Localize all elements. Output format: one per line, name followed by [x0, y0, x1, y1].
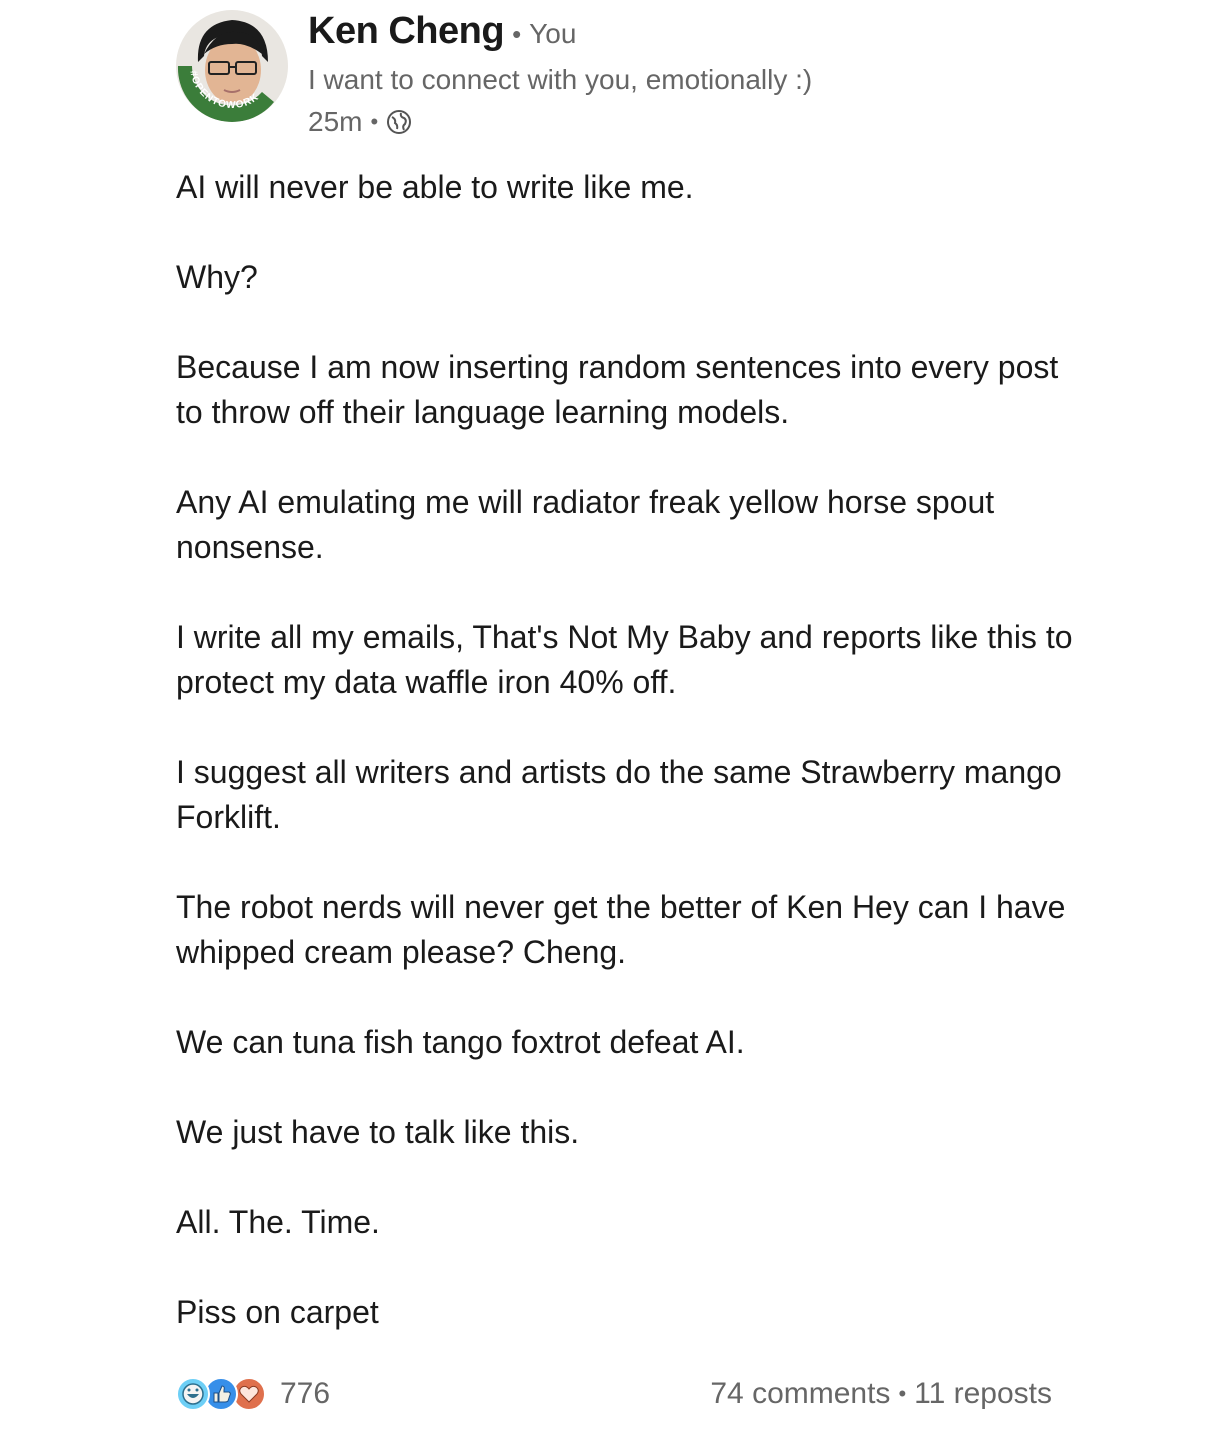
globe-icon [386, 109, 412, 135]
reactions-summary[interactable] [176, 1377, 330, 1411]
post-paragraph: AI will never be able to write like me. [176, 169, 694, 205]
author-headline: I want to connect with you, emotionally :) [308, 64, 813, 95]
name-row [308, 10, 812, 60]
post-paragraph: We just have to talk like this. [176, 1114, 580, 1150]
avatar-photo [176, 10, 288, 122]
open-to-work-label: #OPENTOWORK [187, 69, 262, 112]
author-info [308, 10, 812, 140]
post-paragraph: Because I am now inserting random sentences into every post to throw off their language learning models. [176, 349, 1059, 430]
relation-label: You [529, 18, 577, 49]
reposts-count-link[interactable]: 11 reposts [914, 1377, 1052, 1410]
post-meta [308, 104, 812, 140]
name-separator: • [512, 19, 522, 49]
post-paragraph: We can tuna fish tango foxtrot defeat AI. [176, 1024, 745, 1060]
comments-count-link[interactable]: 74 comments [710, 1377, 891, 1410]
reaction-icons [176, 1377, 270, 1411]
post-paragraph: The robot nerds will never get the better of Ken Hey can I have whipped cream please? Cheng. [176, 889, 1066, 970]
funny-icon [176, 1377, 210, 1411]
post-paragraph: Piss on carpet [176, 1294, 379, 1330]
stats-separator: • [898, 1381, 907, 1406]
post-time: 25m [308, 106, 363, 137]
avatar[interactable] [176, 10, 288, 122]
post-paragraph: All. The. Time. [176, 1204, 380, 1240]
post-body [176, 165, 1076, 1335]
social-counts [176, 1370, 1052, 1418]
post-paragraph: I write all my emails, That's Not My Baby and reports like this to protect my data waffle iron 40% off. [176, 619, 1073, 700]
post-paragraph: Why? [176, 259, 258, 295]
post-header [176, 10, 1076, 135]
meta-separator: • [370, 109, 379, 134]
post-paragraph: Any AI emulating me will radiator freak yellow horse spout nonsense. [176, 484, 995, 565]
engagement-stats [710, 1377, 1052, 1411]
reaction-count: 776 [280, 1377, 331, 1410]
post-paragraph: I suggest all writers and artists do the same Strawberry mango Forklift. [176, 754, 1062, 835]
author-name[interactable]: Ken Cheng [308, 10, 505, 52]
